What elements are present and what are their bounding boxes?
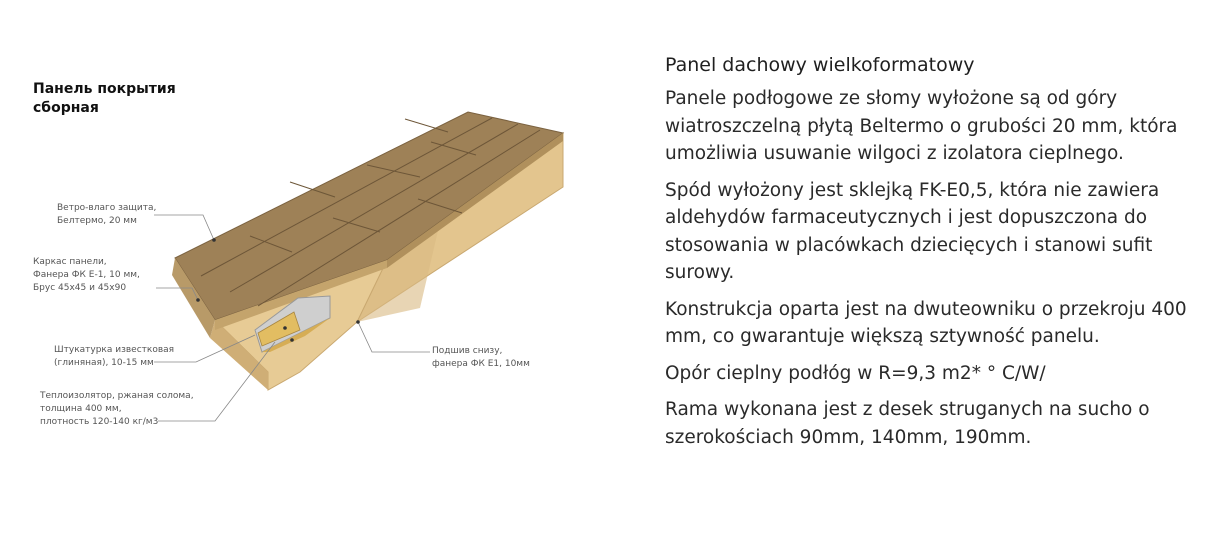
diagram-title-line-2: сборная xyxy=(33,100,99,116)
description-block xyxy=(665,52,1210,460)
label-plaster-line-1: Штукатурка известковая xyxy=(54,345,175,355)
label-lining-line-2: фанера ФК Е1, 10мм xyxy=(432,359,530,369)
label-insulation-line-1: Теплоизолятор, ржаная солома, xyxy=(40,391,194,401)
label-plaster xyxy=(54,344,174,370)
label-plaster-line-2: (глиняная), 10-15 мм xyxy=(54,358,154,368)
diagram-title-line-1: Панель покрытия xyxy=(33,81,176,97)
description-paragraph: Spód wyłożony jest sklejką FK-E0,5, która nie zawiera aldehydów farmaceutycznych i jest dopuszczona do stosowania w placówkach dziecięcych i stanowi sufit surowy. xyxy=(665,179,1160,283)
label-insulation-line-3: плотность 120-140 кг/м3 xyxy=(40,417,159,427)
label-wind-line-1: Ветро-влаго защита, xyxy=(57,203,157,213)
label-frame-line-2: Фанера ФК Е-1, 10 мм, xyxy=(33,270,140,280)
label-frame-line-3: Брус 45х45 и 45х90 xyxy=(33,283,127,293)
description-heading: Panel dachowy wielkoformatowy xyxy=(665,54,975,76)
diagram-title xyxy=(33,80,176,118)
description-paragraph: Konstrukcja oparta jest na dwuteowniku o przekroju 400 mm, co gwarantuje większą sztywność panelu. xyxy=(665,298,1187,347)
label-insulation-line-2: толщина 400 мм, xyxy=(40,404,122,414)
description-paragraph: Opór cieplny podłóg w R=9,3 m2* ° C/W/ xyxy=(665,362,1046,384)
label-bottom-lining xyxy=(432,345,530,371)
label-lining-line-1: Подшив снизу, xyxy=(432,346,503,356)
label-frame-line-1: Каркас панели, xyxy=(33,257,107,267)
label-wind-protection xyxy=(57,202,156,228)
label-insulation xyxy=(40,390,194,429)
label-wind-line-2: Белтермо, 20 мм xyxy=(57,216,137,226)
description-paragraph: Rama wykonana jest z desek struganych na sucho o szerokościach 90mm, 140mm, 190mm. xyxy=(665,399,1150,448)
description-paragraph: Panele podłogowe ze słomy wyłożone są od góry wiatroszczelną płytą Beltermo o grubości 20 mm, która umożliwia usuwanie wilgoci z izolatora cieplnego. xyxy=(665,88,1178,164)
label-panel-frame xyxy=(33,256,140,295)
